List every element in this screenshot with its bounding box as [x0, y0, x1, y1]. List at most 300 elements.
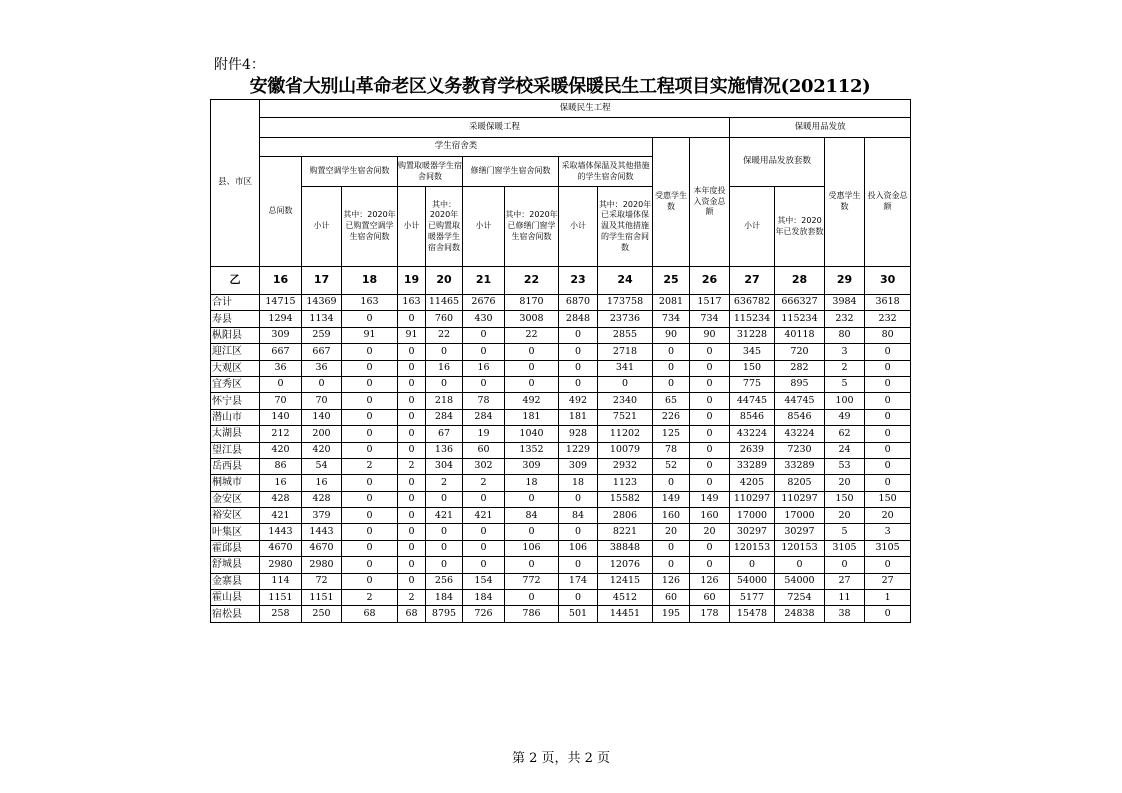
table-cell: 6870 — [559, 295, 598, 311]
table-cell: 0 — [463, 376, 505, 392]
header-window-2020: 其中：2020年已修缮门窗学生宿舍间数 — [505, 187, 559, 267]
table-cell: 3 — [825, 344, 865, 360]
table-cell: 80 — [825, 327, 865, 343]
table-cell: 0 — [653, 344, 690, 360]
header-ac-group: 购置空调学生宿舍间数 — [302, 157, 398, 187]
table-cell: 0 — [463, 524, 505, 540]
table-cell: 0 — [865, 344, 911, 360]
table-row — [211, 606, 911, 622]
county-name-cell: 枞阳县 — [211, 327, 260, 343]
table-cell: 33289 — [730, 458, 775, 474]
page-footer: 第 2 页，共 2 页 — [511, 751, 611, 766]
table-cell: 2806 — [598, 508, 653, 524]
table-cell: 0 — [690, 475, 730, 491]
table-cell: 23736 — [598, 311, 653, 327]
table-cell: 428 — [260, 491, 302, 507]
table-cell: 7254 — [775, 590, 825, 606]
column-index-cell: 23 — [559, 267, 598, 295]
table-cell: 1040 — [505, 426, 559, 442]
county-name-cell: 大观区 — [211, 360, 260, 376]
table-cell: 49 — [825, 409, 865, 425]
table-cell: 106 — [505, 540, 559, 556]
table-cell: 60 — [463, 442, 505, 458]
table-cell: 17000 — [775, 508, 825, 524]
county-name-cell: 霍山县 — [211, 590, 260, 606]
table-cell: 492 — [559, 393, 598, 409]
county-name-cell: 合计 — [211, 295, 260, 311]
table-row — [211, 327, 911, 343]
table-cell: 0 — [653, 540, 690, 556]
table-cell: 421 — [426, 508, 463, 524]
table-cell: 0 — [559, 557, 598, 573]
table-cell: 1229 — [559, 442, 598, 458]
table-cell: 14369 — [302, 295, 342, 311]
table-cell: 163 — [398, 295, 426, 311]
table-cell: 40118 — [775, 327, 825, 343]
column-index-cell: 25 — [653, 267, 690, 295]
table-cell: 250 — [302, 606, 342, 622]
table-cell: 120153 — [775, 540, 825, 556]
project-table — [210, 99, 911, 623]
header-window-subtotal: 小计 — [463, 187, 505, 267]
table-cell: 5177 — [730, 590, 775, 606]
table-cell: 60 — [653, 590, 690, 606]
county-name-cell: 迎江区 — [211, 344, 260, 360]
table-cell: 0 — [505, 376, 559, 392]
header-heater-subtotal: 小计 — [398, 187, 426, 267]
column-index-cell: 16 — [260, 267, 302, 295]
table-cell: 178 — [690, 606, 730, 622]
table-cell: 8170 — [505, 295, 559, 311]
column-index-cell: 28 — [775, 267, 825, 295]
table-cell: 0 — [505, 344, 559, 360]
county-name-cell: 霍邱县 — [211, 540, 260, 556]
table-cell: 786 — [505, 606, 559, 622]
table-cell: 8205 — [775, 475, 825, 491]
table-cell: 54 — [302, 458, 342, 474]
table-cell: 256 — [426, 573, 463, 589]
table-cell: 54000 — [730, 573, 775, 589]
table-cell: 0 — [865, 442, 911, 458]
header-supply-2020: 其中：2020年已发放套数 — [775, 187, 825, 267]
table-cell: 0 — [426, 524, 463, 540]
county-name-cell: 叶集区 — [211, 524, 260, 540]
table-cell: 0 — [342, 360, 398, 376]
table-cell: 0 — [463, 540, 505, 556]
county-name-cell: 望江县 — [211, 442, 260, 458]
column-index-cell: 20 — [426, 267, 463, 295]
table-cell: 11465 — [426, 295, 463, 311]
table-cell: 125 — [653, 426, 690, 442]
table-cell: 0 — [690, 409, 730, 425]
table-row — [211, 442, 911, 458]
table-cell: 0 — [426, 344, 463, 360]
column-index-cell: 19 — [398, 267, 426, 295]
county-name-cell: 舒城县 — [211, 557, 260, 573]
table-cell: 2340 — [598, 393, 653, 409]
table-cell: 126 — [690, 573, 730, 589]
table-cell: 0 — [865, 606, 911, 622]
table-cell: 184 — [426, 590, 463, 606]
table-cell: 0 — [653, 360, 690, 376]
table-row — [211, 311, 911, 327]
table-cell: 2639 — [730, 442, 775, 458]
table-cell: 428 — [302, 491, 342, 507]
table-row — [211, 573, 911, 589]
table-cell: 341 — [598, 360, 653, 376]
table-cell: 212 — [260, 426, 302, 442]
table-cell: 14715 — [260, 295, 302, 311]
table-cell: 52 — [653, 458, 690, 474]
table-cell: 4512 — [598, 590, 653, 606]
table-cell: 181 — [505, 409, 559, 425]
column-index-cell: 17 — [302, 267, 342, 295]
table-row — [211, 508, 911, 524]
table-cell: 492 — [505, 393, 559, 409]
table-cell: 195 — [653, 606, 690, 622]
table-cell: 80 — [865, 327, 911, 343]
table-cell: 218 — [426, 393, 463, 409]
table-cell: 84 — [505, 508, 559, 524]
table-cell: 0 — [342, 508, 398, 524]
table-cell: 667 — [260, 344, 302, 360]
table-cell: 20 — [825, 475, 865, 491]
table-cell: 160 — [690, 508, 730, 524]
header-supply-invest: 投入资金总额 — [865, 138, 911, 267]
table-cell: 1517 — [690, 295, 730, 311]
column-index-row — [211, 267, 911, 295]
table-cell: 149 — [690, 491, 730, 507]
table-cell: 173758 — [598, 295, 653, 311]
header-supply-subtotal: 小计 — [730, 187, 775, 267]
table-cell: 2980 — [260, 557, 302, 573]
table-cell: 20 — [690, 524, 730, 540]
table-cell: 18 — [559, 475, 598, 491]
header-insulation-group: 采取墙体保温及其他措施的学生宿舍间数 — [559, 157, 653, 187]
table-cell: 0 — [398, 442, 426, 458]
table-cell: 760 — [426, 311, 463, 327]
table-cell: 22 — [426, 327, 463, 343]
table-cell: 0 — [690, 376, 730, 392]
table-cell: 8221 — [598, 524, 653, 540]
table-cell: 115234 — [775, 311, 825, 327]
header-beneficiaries: 受惠学生数 — [653, 138, 690, 267]
table-cell: 8546 — [775, 409, 825, 425]
table-cell: 2855 — [598, 327, 653, 343]
table-cell: 3008 — [505, 311, 559, 327]
table-cell: 1294 — [260, 311, 302, 327]
table-cell: 2848 — [559, 311, 598, 327]
table-row — [211, 524, 911, 540]
table-cell: 0 — [559, 590, 598, 606]
table-cell: 2 — [342, 590, 398, 606]
table-row — [211, 590, 911, 606]
table-cell: 232 — [825, 311, 865, 327]
table-cell: 420 — [302, 442, 342, 458]
table-cell: 1443 — [302, 524, 342, 540]
table-row — [211, 426, 911, 442]
table-cell: 304 — [426, 458, 463, 474]
table-cell: 309 — [559, 458, 598, 474]
table-cell: 90 — [690, 327, 730, 343]
header-ac-subtotal: 小计 — [302, 187, 342, 267]
table-cell: 72 — [302, 573, 342, 589]
table-cell: 0 — [398, 475, 426, 491]
table-cell: 33289 — [775, 458, 825, 474]
table-cell: 2 — [463, 475, 505, 491]
table-cell: 36 — [260, 360, 302, 376]
table-cell: 1123 — [598, 475, 653, 491]
table-cell: 181 — [559, 409, 598, 425]
table-cell: 0 — [426, 540, 463, 556]
table-cell: 0 — [398, 540, 426, 556]
table-cell: 666327 — [775, 295, 825, 311]
table-cell: 0 — [426, 376, 463, 392]
table-cell: 16 — [463, 360, 505, 376]
table-cell: 1443 — [260, 524, 302, 540]
table-cell: 11 — [825, 590, 865, 606]
table-cell: 0 — [398, 508, 426, 524]
table-cell: 136 — [426, 442, 463, 458]
county-name-cell: 寿县 — [211, 311, 260, 327]
table-cell: 0 — [426, 557, 463, 573]
table-cell: 0 — [505, 557, 559, 573]
table-cell: 636782 — [730, 295, 775, 311]
table-cell: 0 — [559, 327, 598, 343]
table-cell: 5 — [825, 524, 865, 540]
table-cell: 0 — [463, 557, 505, 573]
table-cell: 8546 — [730, 409, 775, 425]
table-cell: 0 — [398, 573, 426, 589]
table-cell: 0 — [825, 557, 865, 573]
table-cell: 150 — [730, 360, 775, 376]
header-supply-beneficiaries: 受惠学生数 — [825, 138, 865, 267]
column-index-cell: 29 — [825, 267, 865, 295]
table-cell: 0 — [865, 409, 911, 425]
header-supply-sets: 保暖用品发放套数 — [730, 138, 825, 187]
table-cell: 38848 — [598, 540, 653, 556]
table-cell: 17000 — [730, 508, 775, 524]
table-cell: 0 — [598, 376, 653, 392]
table-cell: 3105 — [825, 540, 865, 556]
header-total-rooms: 总间数 — [260, 157, 302, 267]
table-cell: 65 — [653, 393, 690, 409]
header-county: 县、市区 — [211, 100, 260, 267]
table-cell: 16 — [260, 475, 302, 491]
table-cell: 30297 — [730, 524, 775, 540]
table-cell: 734 — [690, 311, 730, 327]
table-cell: 0 — [342, 409, 398, 425]
table-cell: 163 — [342, 295, 398, 311]
table-cell: 10079 — [598, 442, 653, 458]
table-cell: 0 — [865, 475, 911, 491]
table-cell: 70 — [260, 393, 302, 409]
county-name-cell: 宿松县 — [211, 606, 260, 622]
table-cell: 140 — [302, 409, 342, 425]
table-cell: 54000 — [775, 573, 825, 589]
table-cell: 22 — [505, 327, 559, 343]
table-cell: 140 — [260, 409, 302, 425]
table-cell: 70 — [302, 393, 342, 409]
table-cell: 0 — [865, 376, 911, 392]
table-row — [211, 409, 911, 425]
county-name-cell: 金寨县 — [211, 573, 260, 589]
table-cell: 0 — [342, 524, 398, 540]
table-cell: 150 — [825, 491, 865, 507]
table-cell: 0 — [398, 426, 426, 442]
table-cell: 309 — [260, 327, 302, 343]
table-cell: 0 — [398, 409, 426, 425]
column-index-cell: 30 — [865, 267, 911, 295]
table-cell: 11202 — [598, 426, 653, 442]
table-cell: 60 — [690, 590, 730, 606]
county-name-cell: 潜山市 — [211, 409, 260, 425]
table-cell: 20 — [825, 508, 865, 524]
column-index-cell: 22 — [505, 267, 559, 295]
table-cell: 226 — [653, 409, 690, 425]
table-cell: 0 — [653, 376, 690, 392]
table-cell: 0 — [463, 491, 505, 507]
table-cell: 0 — [342, 393, 398, 409]
table-cell: 2 — [398, 458, 426, 474]
table-cell: 0 — [342, 573, 398, 589]
table-cell: 100 — [825, 393, 865, 409]
table-cell: 3 — [865, 524, 911, 540]
table-cell: 8795 — [426, 606, 463, 622]
table-cell: 62 — [825, 426, 865, 442]
table-cell: 0 — [690, 393, 730, 409]
table-cell: 0 — [398, 311, 426, 327]
table-cell: 0 — [260, 376, 302, 392]
table-cell: 667 — [302, 344, 342, 360]
table-cell: 200 — [302, 426, 342, 442]
county-name-cell: 桐城市 — [211, 475, 260, 491]
table-cell: 4670 — [260, 540, 302, 556]
table-cell: 0 — [398, 524, 426, 540]
table-cell: 3618 — [865, 295, 911, 311]
table-cell: 30297 — [775, 524, 825, 540]
table-row — [211, 475, 911, 491]
table-cell: 115234 — [730, 311, 775, 327]
table-cell: 106 — [559, 540, 598, 556]
table-cell: 895 — [775, 376, 825, 392]
header-insulation-2020: 其中：2020年已采取墙体保温及其他措施的学生宿舍间数 — [598, 187, 653, 267]
table-cell: 0 — [865, 458, 911, 474]
table-cell: 0 — [559, 376, 598, 392]
table-cell: 0 — [463, 327, 505, 343]
table-cell: 0 — [505, 491, 559, 507]
table-cell: 149 — [653, 491, 690, 507]
table-cell: 0 — [342, 442, 398, 458]
table-cell: 0 — [775, 557, 825, 573]
table-cell: 126 — [653, 573, 690, 589]
table-cell: 0 — [559, 360, 598, 376]
table-cell: 150 — [865, 491, 911, 507]
column-index-cell: 21 — [463, 267, 505, 295]
table-cell: 78 — [653, 442, 690, 458]
table-row — [211, 458, 911, 474]
table-cell: 0 — [342, 376, 398, 392]
table-cell: 0 — [730, 557, 775, 573]
table-cell: 2 — [342, 458, 398, 474]
table-cell: 15478 — [730, 606, 775, 622]
table-cell: 0 — [865, 393, 911, 409]
table-cell: 27 — [865, 573, 911, 589]
column-index-cell: 26 — [690, 267, 730, 295]
table-cell: 84 — [559, 508, 598, 524]
table-cell: 0 — [342, 344, 398, 360]
table-cell: 43224 — [775, 426, 825, 442]
table-cell: 110297 — [730, 491, 775, 507]
table-row — [211, 376, 911, 392]
table-row — [211, 393, 911, 409]
county-name-cell: 岳西县 — [211, 458, 260, 474]
table-cell: 43224 — [730, 426, 775, 442]
table-cell: 0 — [505, 360, 559, 376]
table-cell: 160 — [653, 508, 690, 524]
table-cell: 0 — [690, 426, 730, 442]
table-cell: 14451 — [598, 606, 653, 622]
table-cell: 0 — [398, 360, 426, 376]
table-row — [211, 344, 911, 360]
table-cell: 7230 — [775, 442, 825, 458]
table-cell: 430 — [463, 311, 505, 327]
table-cell: 3984 — [825, 295, 865, 311]
table-cell: 4205 — [730, 475, 775, 491]
page-title: 安徽省大别山革命老区义务教育学校采暖保暖民生工程项目实施情况(202112) — [249, 76, 871, 97]
table-cell: 91 — [342, 327, 398, 343]
table-cell: 67 — [426, 426, 463, 442]
table-cell: 184 — [463, 590, 505, 606]
table-cell: 0 — [463, 344, 505, 360]
table-cell: 44745 — [730, 393, 775, 409]
table-cell: 5 — [825, 376, 865, 392]
table-cell: 720 — [775, 344, 825, 360]
table-cell: 68 — [398, 606, 426, 622]
table-cell: 86 — [260, 458, 302, 474]
table-cell: 421 — [260, 508, 302, 524]
table-cell: 2 — [426, 475, 463, 491]
table-cell: 0 — [505, 590, 559, 606]
table-cell: 91 — [398, 327, 426, 343]
table-cell: 282 — [775, 360, 825, 376]
table-cell: 53 — [825, 458, 865, 474]
header-window-group: 修缮门窗学生宿舍间数 — [463, 157, 559, 187]
table-cell: 345 — [730, 344, 775, 360]
table-cell: 379 — [302, 508, 342, 524]
table-cell: 0 — [426, 491, 463, 507]
table-cell: 27 — [825, 573, 865, 589]
table-cell: 2676 — [463, 295, 505, 311]
table-cell: 0 — [342, 540, 398, 556]
table-cell: 15582 — [598, 491, 653, 507]
column-index-cell: 乙 — [211, 267, 260, 295]
table-cell: 2081 — [653, 295, 690, 311]
table-cell: 284 — [426, 409, 463, 425]
table-cell: 7521 — [598, 409, 653, 425]
table-cell: 421 — [463, 508, 505, 524]
table-cell: 772 — [505, 573, 559, 589]
table-cell: 258 — [260, 606, 302, 622]
header-top: 保暖民生工程 — [260, 100, 911, 118]
table-row — [211, 295, 911, 311]
table-cell: 174 — [559, 573, 598, 589]
table-cell: 0 — [690, 442, 730, 458]
table-cell: 120153 — [730, 540, 775, 556]
table-cell: 0 — [398, 376, 426, 392]
header-insulation-subtotal: 小计 — [559, 187, 598, 267]
table-cell: 38 — [825, 606, 865, 622]
